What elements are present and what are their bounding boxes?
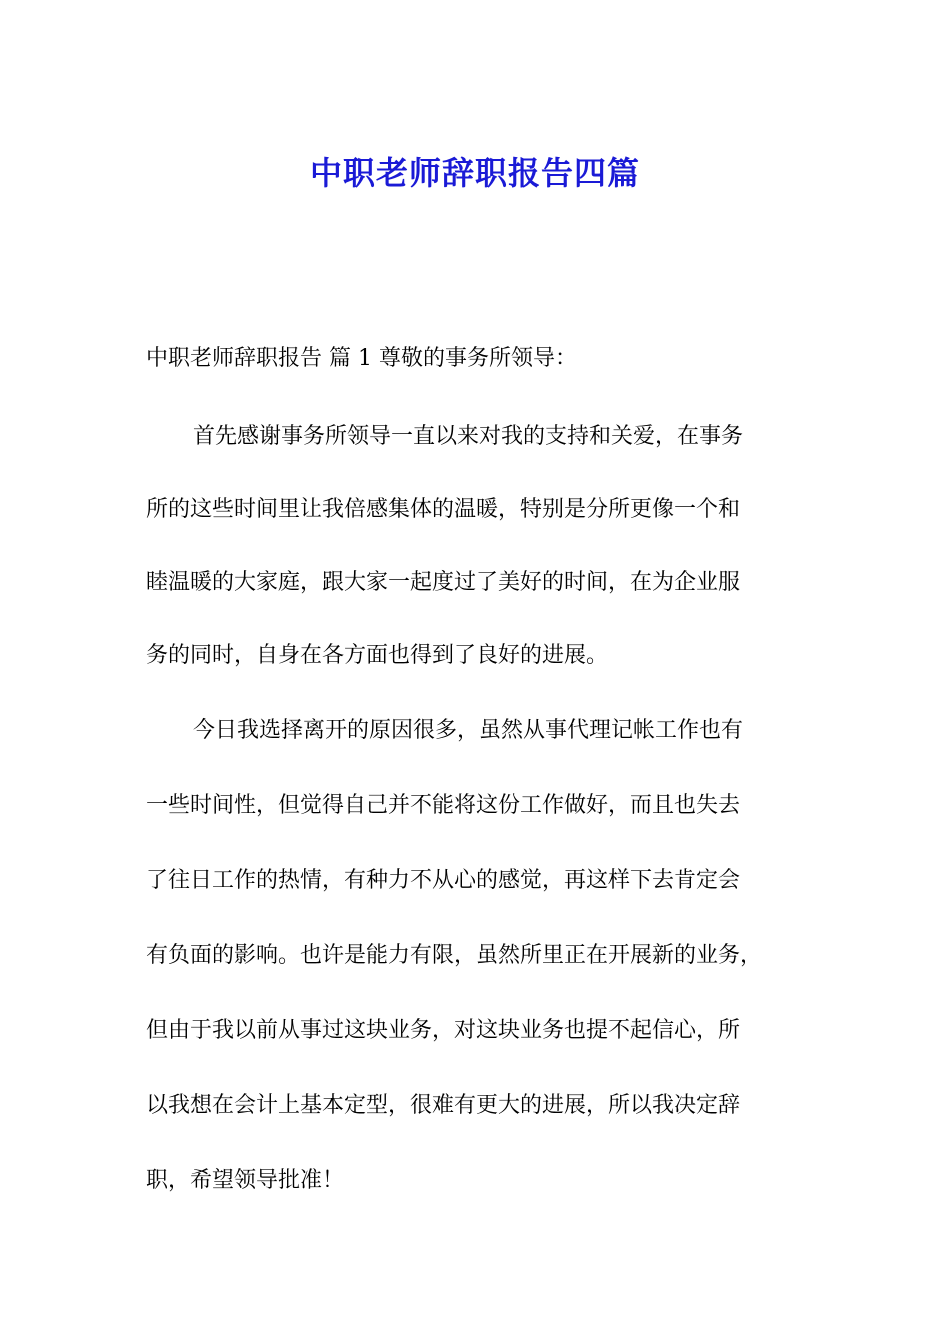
- text-line: 首先感谢事务所领导一直以来对我的支持和关爱，在事务: [193, 424, 744, 449]
- text-line: 所的这些时间里让我倍感集体的温暖，特别是分所更像一个和: [146, 497, 741, 522]
- text-line: 睦温暖的大家庭，跟大家一起度过了美好的时间，在为企业服: [146, 570, 741, 595]
- text-line: 今日我选择离开的原因很多，虽然从事代理记帐工作也有: [193, 718, 744, 743]
- document-title: 中职老师辞职报告四篇: [309, 154, 640, 193]
- text-line: 有负面的影响。也许是能力有限，虽然所里正在开展新的业务，: [146, 943, 763, 968]
- text-line: 务的同时，自身在各方面也得到了良好的进展。: [146, 643, 609, 668]
- text-line-heading: 中职老师辞职报告 篇 1 尊敬的事务所领导：: [146, 346, 577, 371]
- text-line: 了往日工作的热情，有种力不从心的感觉，再这样下去肯定会: [146, 868, 741, 893]
- text-line: 职，希望领导批准！: [146, 1168, 345, 1193]
- text-line: 但由于我以前从事过这块业务，对这块业务也提不起信心，所: [146, 1018, 741, 1043]
- text-line: 一些时间性，但觉得自己并不能将这份工作做好，而且也失去: [146, 793, 741, 818]
- text-line: 以我想在会计上基本定型，很难有更大的进展，所以我决定辞: [146, 1093, 741, 1118]
